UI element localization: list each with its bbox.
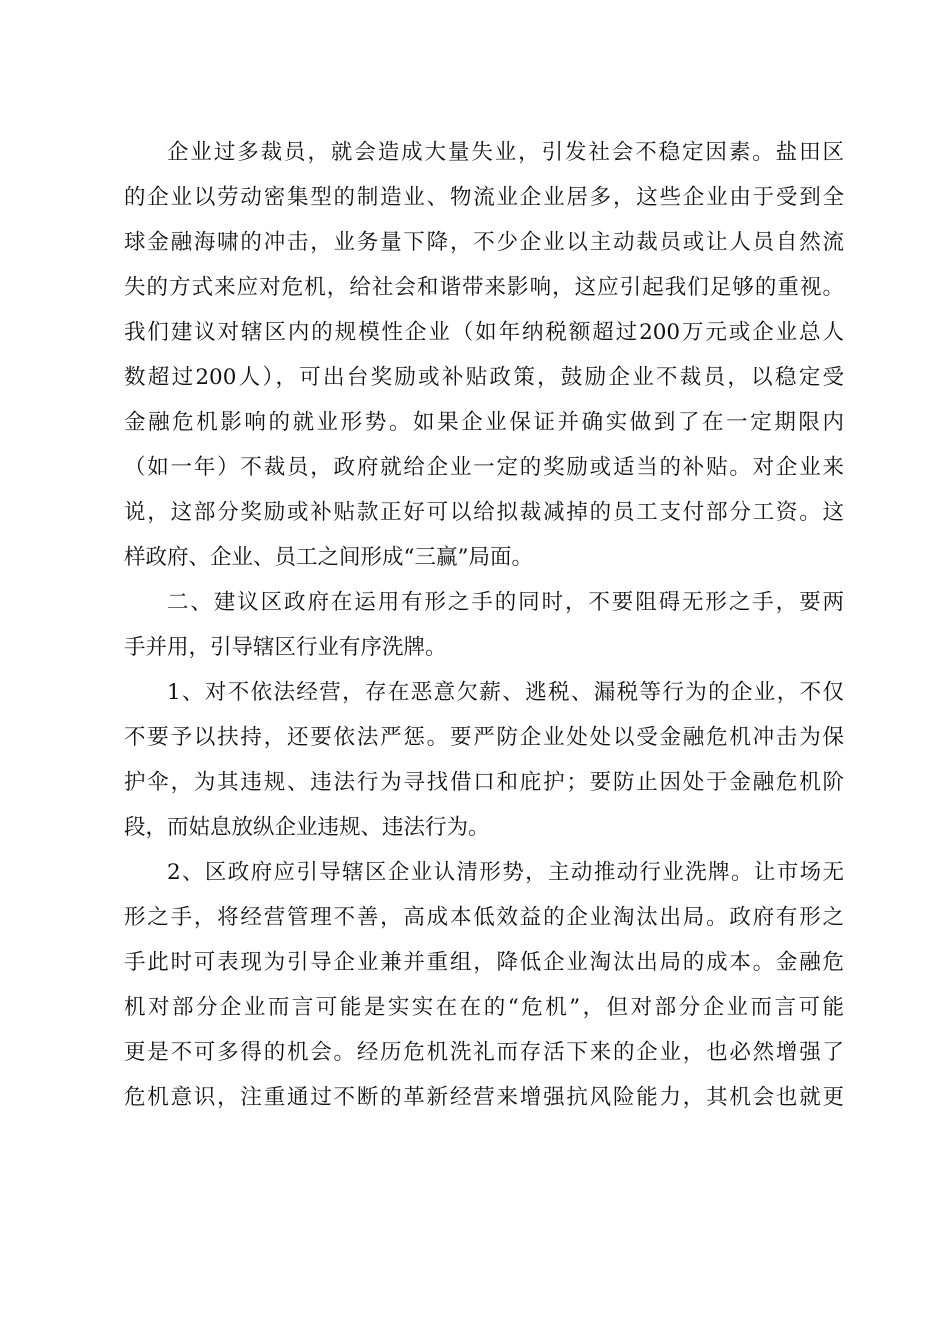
text-line: 手此时可表现为引导企业兼并重组，降低企业淘汰出局的成本。金融危 — [124, 950, 844, 975]
text-line: 形之手，将经营管理不善，高成本低效益的企业淘汰出局。政府有形之 — [124, 905, 844, 930]
paragraph-layoff-subsidy — [124, 130, 844, 580]
paragraph-section-two — [124, 580, 844, 670]
paragraph-item-one — [124, 670, 844, 850]
text-line: 球金融海啸的冲击，业务量下降，不少企业以主动裁员或让人员自然流 — [124, 230, 844, 255]
text-line: 失的方式来应对危机，给社会和谐带来影响，这应引起我们足够的重视。 — [124, 275, 844, 300]
text-line: 1、对不依法经营，存在恶意欠薪、逃税、漏税等行为的企业，不仅 — [167, 680, 844, 705]
text-line: 危机意识，注重通过不断的革新经营来增强抗风险能力，其机会也就更 — [124, 1085, 844, 1110]
text-line: 机对部分企业而言可能是实实在在的“危机”，但对部分企业而言可能 — [124, 995, 844, 1020]
document-body — [124, 130, 844, 1120]
text-line: 2、区政府应引导辖区企业认清形势，主动推动行业洗牌。让市场无 — [167, 860, 844, 885]
text-line: （如一年）不裁员，政府就给企业一定的奖励或适当的补贴。对企业来 — [124, 455, 844, 480]
text-line: 我们建议对辖区内的规模性企业（如年纳税额超过200万元或企业总人 — [124, 320, 844, 345]
text-line: 说，这部分奖励或补贴款正好可以给拟裁减掉的员工支付部分工资。这 — [124, 500, 844, 525]
text-line: 数超过200人），可出台奖励或补贴政策，鼓励企业不裁员，以稳定受 — [124, 365, 844, 390]
paragraph-item-two — [124, 850, 844, 1120]
text-line: 手并用，引导辖区行业有序洗牌。 — [124, 635, 447, 660]
text-line: 样政府、企业、员工之间形成“三赢”局面。 — [124, 545, 533, 570]
text-line: 不要予以扶持，还要依法严惩。要严防企业处处以受金融危机冲击为保 — [124, 725, 844, 750]
text-line: 企业过多裁员，就会造成大量失业，引发社会不稳定因素。盐田区 — [167, 140, 844, 165]
text-line: 金融危机影响的就业形势。如果企业保证并确实做到了在一定期限内 — [124, 410, 844, 435]
text-line: 的企业以劳动密集型的制造业、物流业企业居多，这些企业由于受到全 — [124, 185, 844, 210]
text-line: 段，而姑息放纵企业违规、违法行为。 — [124, 815, 490, 840]
text-line: 更是不可多得的机会。经历危机洗礼而存活下来的企业，也必然增强了 — [124, 1040, 844, 1065]
text-line: 护伞，为其违规、违法行为寻找借口和庇护；要防止因处于金融危机阶 — [124, 770, 844, 795]
text-line: 二、建议区政府在运用有形之手的同时，不要阻碍无形之手，要两 — [167, 590, 844, 615]
